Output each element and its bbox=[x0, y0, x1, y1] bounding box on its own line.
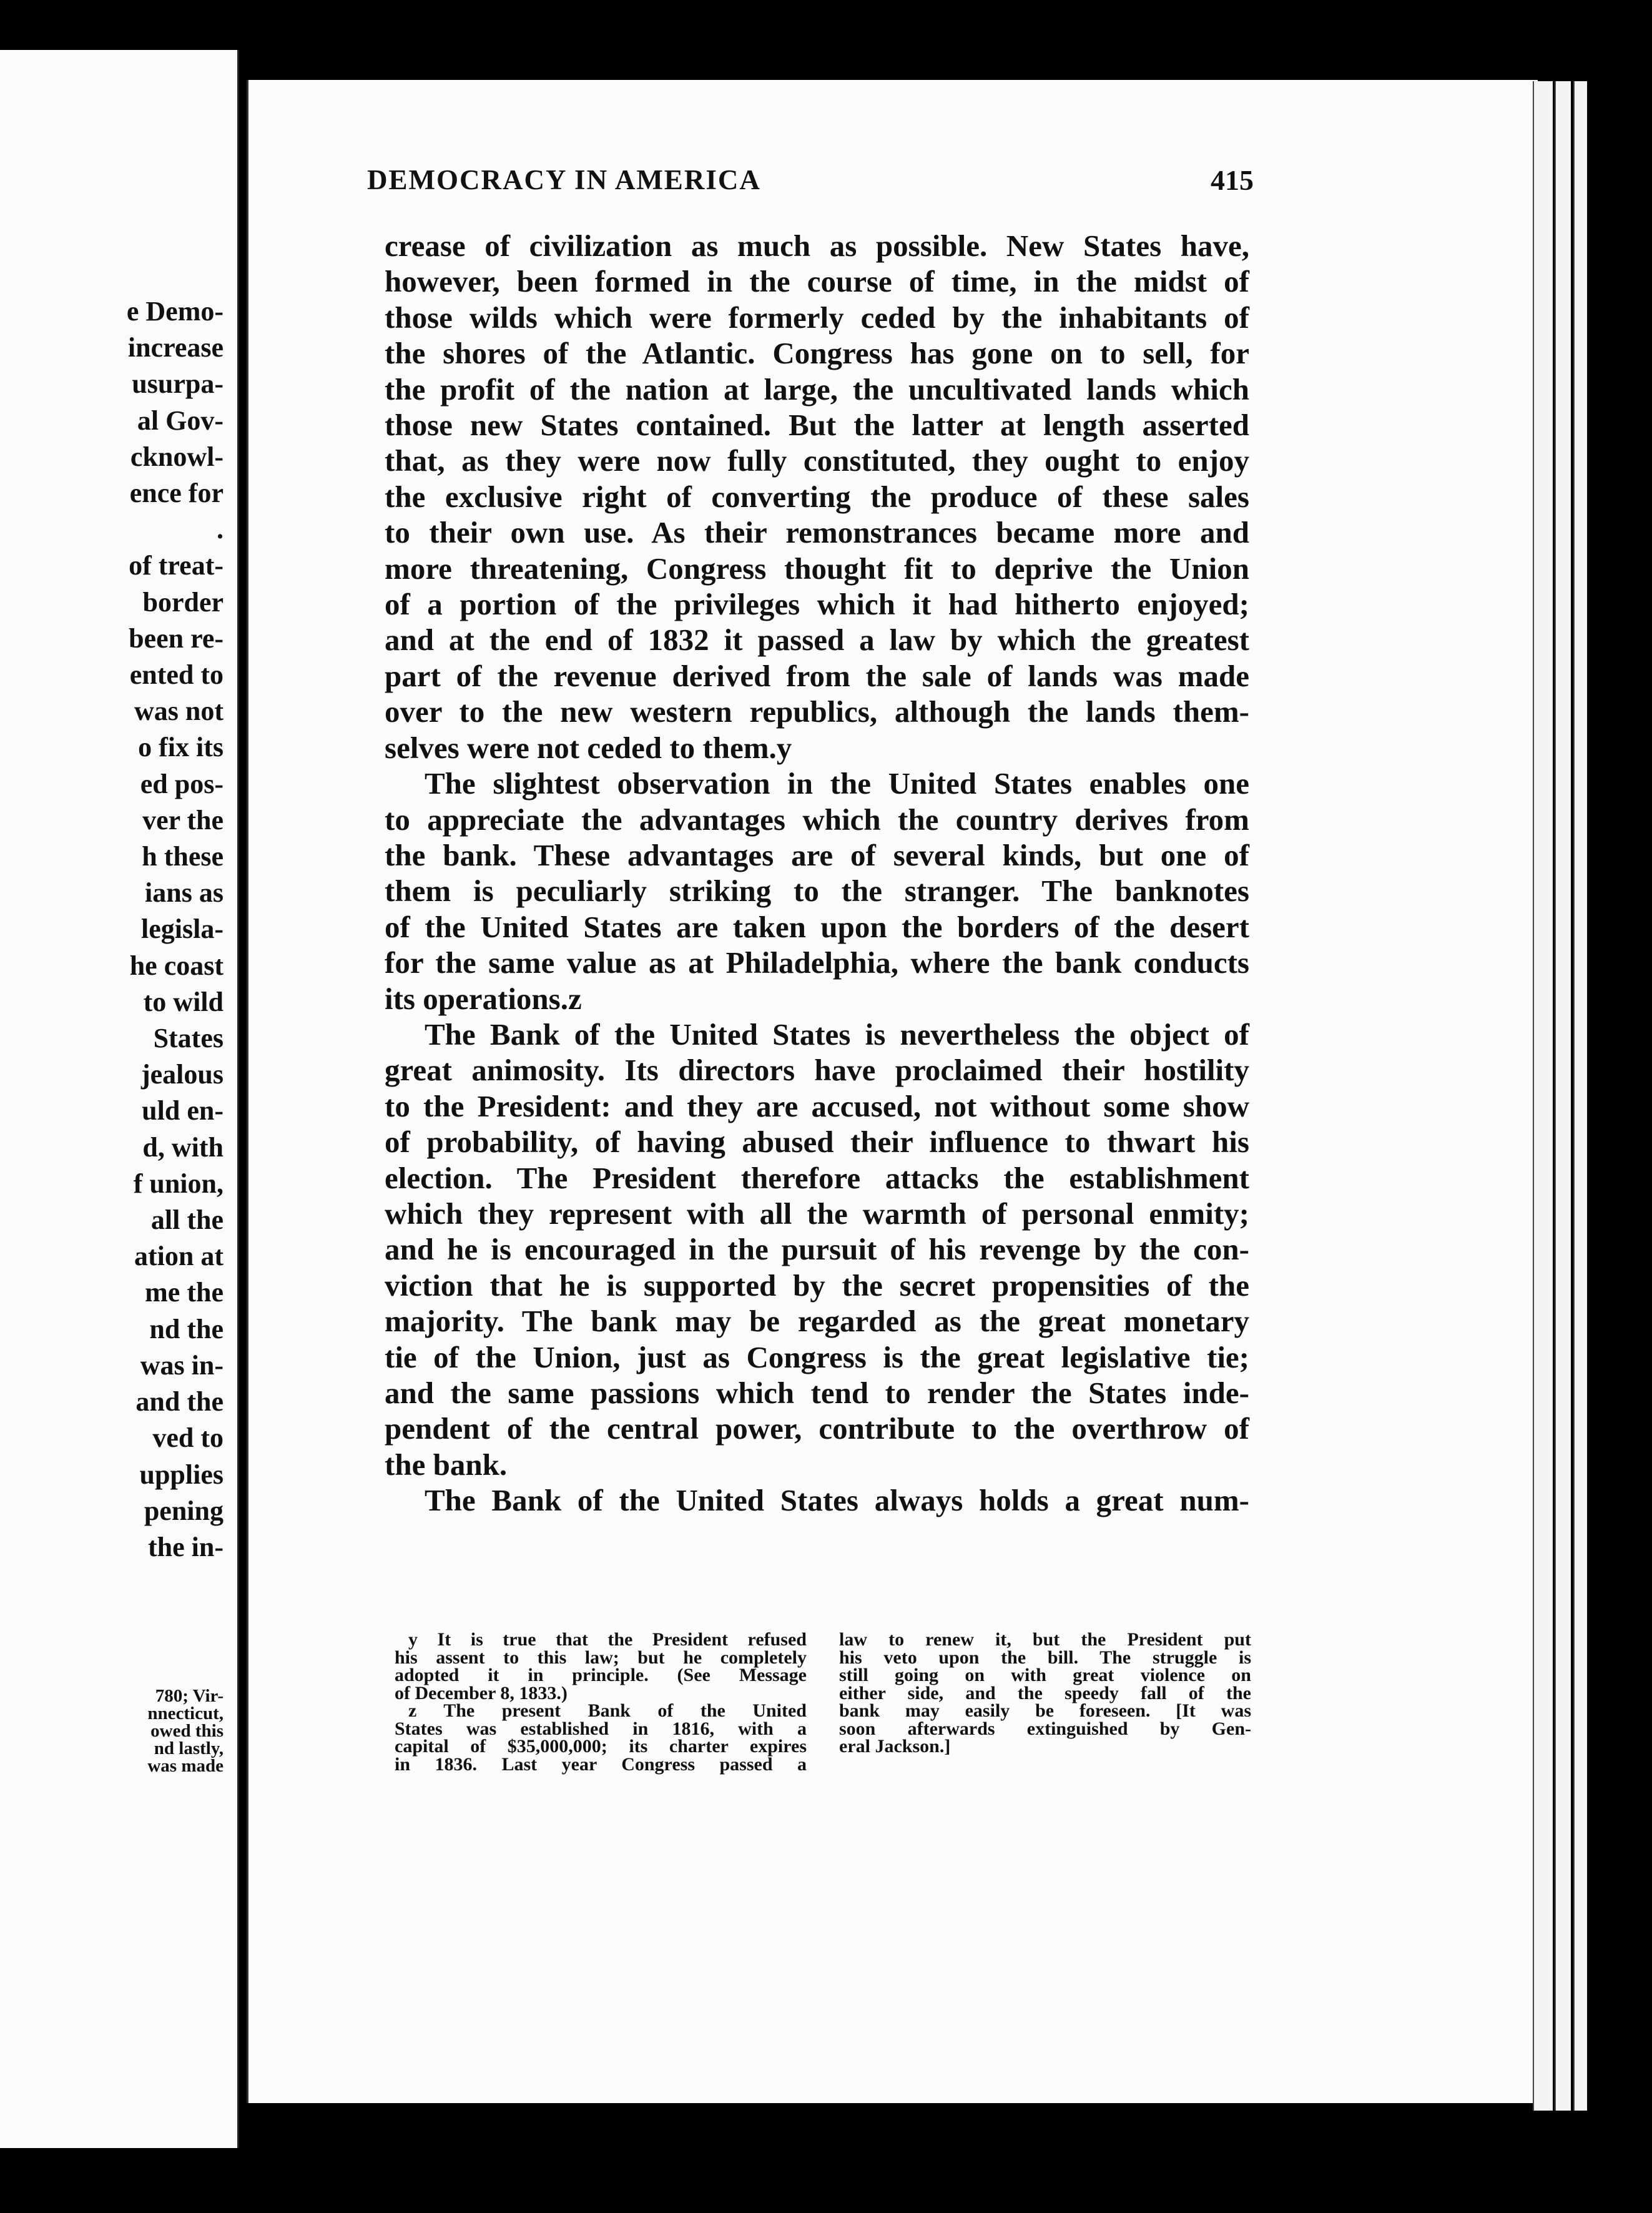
footnote-column-right bbox=[839, 1631, 1251, 1756]
facing-line: upplies bbox=[139, 1459, 224, 1490]
footnote-line: adopted it in principle. (See Message bbox=[395, 1665, 807, 1685]
body-line: pendent of the central power, contribute to the overthrow of bbox=[385, 1411, 1249, 1446]
facing-line: was not bbox=[134, 696, 224, 727]
facing-line: and the bbox=[135, 1386, 224, 1417]
facing-line: o fix its bbox=[138, 732, 224, 763]
body-line: those new States contained. But the latter at length asserted bbox=[385, 408, 1249, 443]
footnote-line: in 1836. Last year Congress passed a bbox=[395, 1753, 807, 1775]
facing-line: legisla- bbox=[141, 914, 224, 945]
body-line: great animosity. Its directors have proclaimed their hostility bbox=[385, 1053, 1249, 1088]
body-line: selves were not ceded to them.y bbox=[385, 730, 792, 765]
facing-line: uld en- bbox=[142, 1095, 224, 1126]
body-line: to their own use. As their remonstrances became more and bbox=[385, 515, 1249, 550]
body-line: to appreciate the advantages which the country derives from bbox=[385, 802, 1249, 837]
body-line: The slightest observation in the United States enables one bbox=[425, 766, 1249, 801]
body-line: the profit of the nation at large, the uncultivated lands which bbox=[385, 372, 1249, 407]
body-line: for the same value as at Philadelphia, where the bank conducts bbox=[385, 945, 1249, 980]
facing-line: . bbox=[217, 514, 224, 545]
page-edge bbox=[1573, 81, 1587, 2111]
facing-line: jealous bbox=[141, 1059, 224, 1090]
body-line: the exclusive right of converting the produce of these sales bbox=[385, 479, 1249, 514]
facing-line: h these bbox=[142, 841, 224, 872]
footnote-line: capital of $35,000,000; its charter expires bbox=[395, 1736, 807, 1757]
page-edge bbox=[1555, 81, 1571, 2111]
body-line: the bank. bbox=[385, 1447, 508, 1482]
body-line: of probability, of having abused their influence to thwart his bbox=[385, 1125, 1249, 1160]
running-title: DEMOCRACY IN AMERICA bbox=[367, 164, 761, 195]
footnote-line: of December 8, 1833.) bbox=[395, 1682, 568, 1703]
facing-line: he coast bbox=[129, 950, 224, 981]
facing-line: been re- bbox=[129, 623, 224, 654]
facing-line: nd the bbox=[149, 1313, 224, 1344]
facing-line: ation at bbox=[134, 1241, 224, 1272]
body-line: of the United States are taken upon the borders of the desert bbox=[385, 909, 1249, 944]
footnote-line: law to renew it, but the President put bbox=[839, 1629, 1251, 1650]
footnote-line: z The present Bank of the United bbox=[408, 1700, 807, 1721]
facing-line: was in- bbox=[140, 1349, 224, 1381]
running-head bbox=[367, 164, 1254, 214]
body-line: crease of civilization as much as possible. New States have, bbox=[385, 229, 1249, 263]
facing-line: to wild bbox=[143, 986, 224, 1017]
body-line: the shores of the Atlantic. Congress has gone on to sell, for bbox=[385, 336, 1249, 371]
facing-line: me the bbox=[145, 1277, 224, 1308]
facing-line: e Demo- bbox=[126, 296, 224, 327]
body-line: and the same passions which tend to render the States inde- bbox=[385, 1376, 1249, 1410]
body-line: its operations.z bbox=[385, 981, 582, 1016]
footnote-line: y It is true that the President refused bbox=[408, 1629, 807, 1650]
facing-line: ved to bbox=[152, 1422, 224, 1454]
body-line: them is peculiarly striking to the stranger. The banknotes bbox=[385, 874, 1249, 909]
body-line: The Bank of the United States always holds a great num- bbox=[425, 1483, 1249, 1518]
facing-line: all the bbox=[150, 1205, 224, 1236]
facing-line: cknowl- bbox=[130, 441, 224, 472]
facing-page-text bbox=[0, 293, 224, 1565]
facing-line: States bbox=[153, 1023, 224, 1054]
facing-line: border bbox=[142, 586, 224, 618]
body-line: and at the end of 1832 it passed a law by which the greatest bbox=[385, 623, 1249, 658]
footnote-line: still going on with great violence on bbox=[839, 1665, 1251, 1685]
body-line: of a portion of the privileges which it had hitherto enjoyed; bbox=[385, 587, 1249, 622]
body-line: to the President: and they are accused, not without some show bbox=[385, 1088, 1249, 1123]
body-line: The Bank of the United States is nevertheless the object of bbox=[425, 1017, 1249, 1052]
facing-line: ver the bbox=[142, 804, 224, 835]
body-line: more threatening, Congress thought fit to deprive the Union bbox=[385, 551, 1249, 586]
facing-line: ed pos- bbox=[140, 768, 224, 799]
footnote-line: States was established in 1816, with a bbox=[395, 1718, 807, 1739]
body-line: tie of the Union, just as Congress is the great legislative tie; bbox=[385, 1339, 1249, 1374]
footnote-column-left bbox=[395, 1631, 807, 1773]
page-number: 415 bbox=[1211, 164, 1254, 196]
facing-note-line: nnecticut, bbox=[147, 1703, 224, 1723]
footnote-line: his veto upon the bill. The struggle is bbox=[839, 1647, 1251, 1668]
footnote-line: his assent to this law; but he completely bbox=[395, 1647, 807, 1668]
body-line: over to the new western republics, although the lands them- bbox=[385, 694, 1249, 729]
page-edge bbox=[1533, 81, 1553, 2111]
facing-line: f union, bbox=[133, 1168, 224, 1199]
facing-page bbox=[0, 50, 239, 2148]
footnote-line: bank may easily be foreseen. [It was bbox=[839, 1700, 1251, 1721]
facing-line: ented to bbox=[129, 659, 224, 691]
facing-line: pening bbox=[144, 1495, 224, 1526]
body-text bbox=[385, 228, 1249, 1519]
facing-page-footnotes bbox=[0, 1687, 224, 1775]
facing-line: of treat- bbox=[129, 550, 224, 581]
body-line: viction that he is supported by the secret propensities of the bbox=[385, 1268, 1249, 1303]
facing-line: al Gov- bbox=[137, 405, 224, 436]
body-line: which they represent with all the warmth of personal enmity; bbox=[385, 1196, 1249, 1231]
facing-line: d, with bbox=[142, 1131, 224, 1163]
body-line: the bank. These advantages are of several kinds, but one of bbox=[385, 837, 1249, 872]
facing-note-line: 780; Vir- bbox=[155, 1686, 224, 1706]
body-line: that, as they were now fully constituted, they ought to enjoy bbox=[385, 443, 1249, 478]
facing-note-line: nd lastly, bbox=[154, 1738, 224, 1758]
body-line: part of the revenue derived from the sale of lands was made bbox=[385, 658, 1249, 693]
body-line: election. The President therefore attacks the establishment bbox=[385, 1160, 1249, 1195]
facing-note-line: was made bbox=[147, 1756, 224, 1776]
body-line: those wilds which were formerly ceded by the inhabitants of bbox=[385, 300, 1249, 335]
facing-line: ians as bbox=[145, 877, 224, 909]
footnote-line: either side, and the speedy fall of the bbox=[839, 1682, 1251, 1703]
facing-note-line: owed this bbox=[150, 1721, 224, 1741]
facing-line: the in- bbox=[148, 1531, 224, 1562]
facing-line: increase bbox=[127, 332, 224, 363]
footnote-line: soon afterwards extinguished by Gen- bbox=[839, 1718, 1251, 1739]
body-line: and he is encouraged in the pursuit of his revenge by the con- bbox=[385, 1232, 1249, 1267]
facing-line: usurpa- bbox=[132, 368, 224, 400]
body-line: however, been formed in the course of time, in the midst of bbox=[385, 264, 1249, 299]
facing-line: ence for bbox=[129, 478, 224, 509]
footnote-line: eral Jackson.] bbox=[839, 1736, 951, 1757]
body-line: majority. The bank may be regarded as the great monetary bbox=[385, 1304, 1249, 1339]
